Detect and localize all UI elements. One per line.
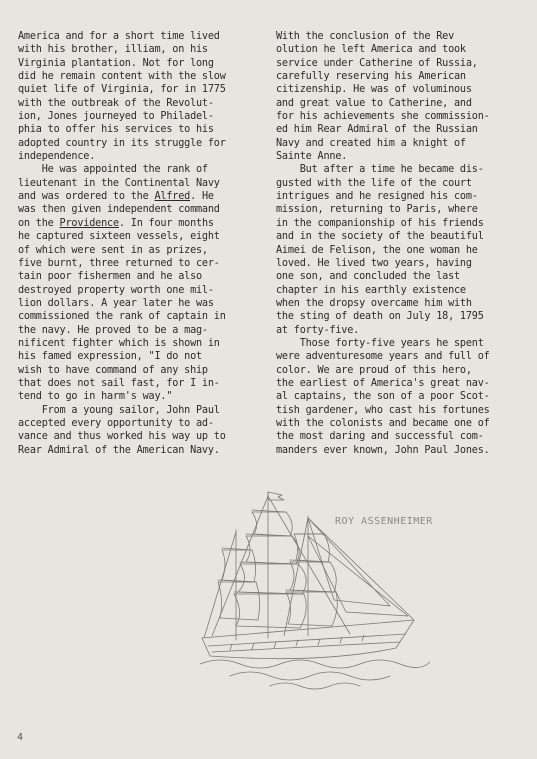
article-text-line: did he remain content with the slow xyxy=(18,71,226,83)
article-text-line: ion, Jones journeyed to Philadel- xyxy=(18,111,214,123)
article-text-line: lieutenant in the Continental Navy xyxy=(18,177,220,189)
article-text-line: he captured sixteen vessels, eight xyxy=(18,231,220,243)
article-text-line: chapter in his earthly existence xyxy=(276,284,466,296)
article-text-line: accepted every opportunity to ad- xyxy=(18,417,214,429)
article-text-line: and was ordered to the Alfred. He xyxy=(18,191,214,203)
article-text-line: the most daring and successful com- xyxy=(276,431,484,443)
article-text-line: five burnt, three returned to cer- xyxy=(18,257,220,269)
article-text-line: on the Providence. In four months xyxy=(18,217,214,229)
article-text-line: America and for a short time lived xyxy=(18,31,220,42)
article-text-line: lion dollars. A year later he was xyxy=(18,297,214,309)
ship-name: Alfred xyxy=(154,191,191,203)
article-text-line: al captains, the son of a poor Scot- xyxy=(276,391,490,403)
article-text-line: service under Catherine of Russia, xyxy=(276,57,478,69)
article-text-line: the earliest of America's great nav- xyxy=(276,377,490,389)
article-text-line: for his achievements she commission- xyxy=(276,111,490,123)
article-text-line: gusted with the life of the court xyxy=(276,177,472,189)
article-text-line: adopted country in its struggle for xyxy=(18,137,226,149)
article-text-line: mission, returning to Paris, where xyxy=(276,204,478,216)
article-text-line: But after a time he became dis- xyxy=(276,164,484,176)
article-text-line: in the companionship of his friends xyxy=(276,217,484,229)
article-text-line: of which were sent in as prizes, xyxy=(18,244,208,256)
article-text-line: Sainte Anne. xyxy=(276,151,348,163)
article-text-line: With the conclusion of the Rev xyxy=(276,31,455,42)
article-text-line: that does not sail fast, for I in- xyxy=(18,377,220,389)
article-right-column xyxy=(276,30,518,457)
article-left-column xyxy=(18,30,270,457)
article-text-line: manders ever known, John Paul Jones. xyxy=(276,444,490,456)
article-text-line: was then given independent command xyxy=(18,204,220,216)
article-text-line: intrigues and he resigned his com- xyxy=(276,191,478,203)
article-text-line: carefully reserving his American xyxy=(276,71,466,83)
article-text-line: nificent fighter which is shown in xyxy=(18,337,220,349)
article-text-line: with his brother, illiam, on his xyxy=(18,44,208,56)
sailing-ship-icon xyxy=(200,488,430,698)
article-text-line: citizenship. He was of voluminous xyxy=(276,84,472,96)
article-text-line: vance and thus worked his way up to xyxy=(18,431,226,443)
article-text-line: Navy and created him a knight of xyxy=(276,137,466,149)
article-text-line: olution he left America and took xyxy=(276,44,466,56)
article-text-line: with the colonists and became one of xyxy=(276,417,490,429)
author-byline: ROY ASSENHEIMER xyxy=(335,516,433,527)
article-text-line: and great value to Catherine, and xyxy=(276,97,472,109)
article-text-line: phia to offer his services to his xyxy=(18,124,214,136)
ship-name: Providence xyxy=(59,217,119,229)
article-text-line: loved. He lived two years, having xyxy=(276,257,472,269)
article-text-line: wish to have command of any ship xyxy=(18,364,208,376)
article-text-line: at forty-five. xyxy=(276,324,360,336)
article-text-line: independence. xyxy=(18,151,96,163)
article-text-line: the navy. He proved to be a mag- xyxy=(18,324,208,336)
page-number: 4 xyxy=(17,732,24,743)
article-text-line: He was appointed the rank of xyxy=(18,164,208,176)
article-text-line: with the outbreak of the Revolut- xyxy=(18,97,214,109)
article-text-line: his famed expression, "I do not xyxy=(18,351,202,363)
article-text-line: one son, and concluded the last xyxy=(276,271,460,283)
article-text-line: tish gardener, who cast his fortunes xyxy=(276,404,490,416)
article-text-line: color. We are proud of this hero, xyxy=(276,364,472,376)
article-text-line: Rear Admiral of the American Navy. xyxy=(18,444,220,456)
article-text-line: quiet life of Virginia, for in 1775 xyxy=(18,84,226,96)
article-text-line: were adventuresome years and full of xyxy=(276,351,490,363)
article-text-line: Those forty-five years he spent xyxy=(276,337,484,349)
article-text-line: and in the society of the beautiful xyxy=(276,231,484,243)
article-text-line: destroyed property worth one mil- xyxy=(18,284,214,296)
article-text-line: Virginia plantation. Not for long xyxy=(18,57,214,69)
article-text-line: From a young sailor, John Paul xyxy=(18,404,220,416)
article-text-line: tend to go in harm's way." xyxy=(18,391,173,403)
article-text-line: commissioned the rank of captain in xyxy=(18,311,226,323)
article-text-line: when the dropsy overcame him with xyxy=(276,297,472,309)
article-text-line: the sting of death on July 18, 1795 xyxy=(276,311,484,323)
article-text-line: ed him Rear Admiral of the Russian xyxy=(276,124,478,136)
article-text-line: Aimei de Felison, the one woman he xyxy=(276,244,478,256)
article-text-line: tain poor fishermen and he also xyxy=(18,271,202,283)
